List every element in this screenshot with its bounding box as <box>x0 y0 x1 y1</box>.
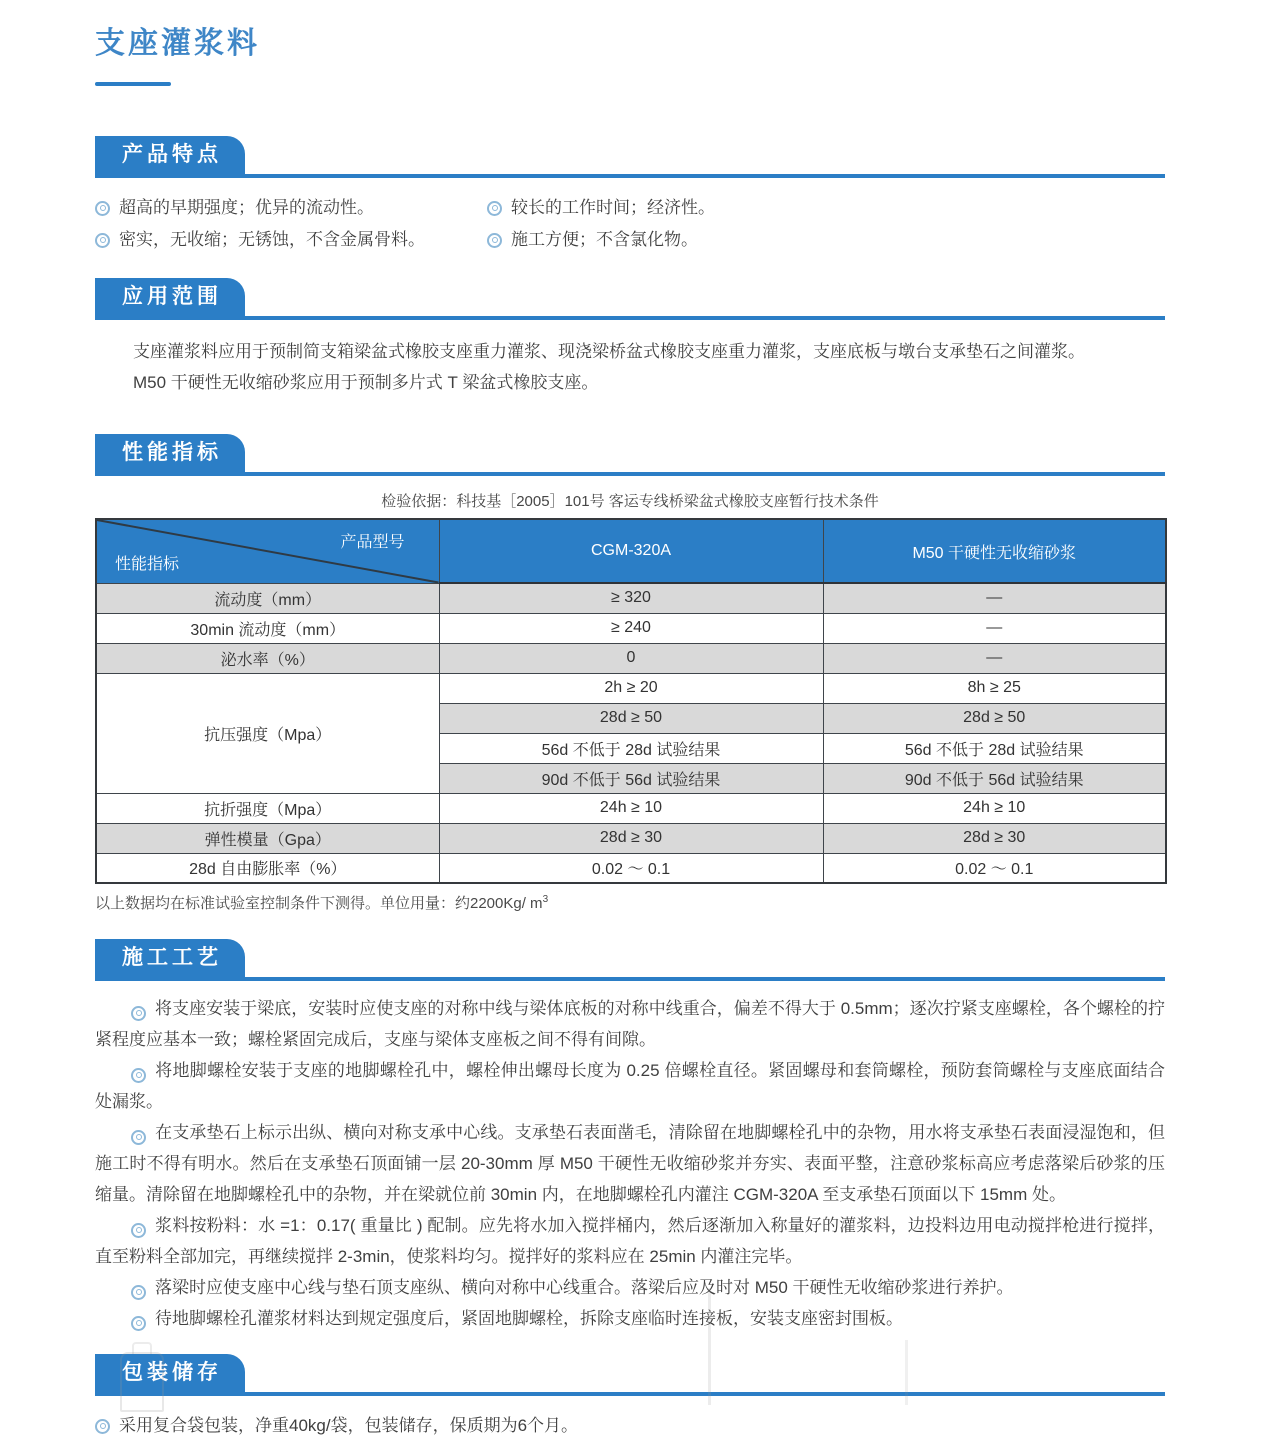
ring-bullet-icon <box>131 1006 146 1021</box>
diagonal-header-cell <box>96 519 439 583</box>
step-text: 在支承垫石上标示出纵、横向对称支承中心线。支承垫石表面凿毛，清除留在地脚螺栓孔中的杂物，用水将支承垫石表面浸湿饱和，但施工时不得有明水。然后在支承垫石顶面铺一层 20-30mm 厚 M50 干硬性无收缩砂浆并夯实、表面平整，注意砂浆标高应考虑落梁后砂浆的压缩量。清除留在地脚螺栓孔中的杂物，并在梁就位前 30min 内，在地脚螺栓孔内灌注 CGM-320A 至支承垫石顶面以下 15mm 处。 <box>95 1123 1165 1204</box>
step-text: 将地脚螺栓安装于支座的地脚螺栓孔中，螺栓伸出螺母长度为 0.25 倍螺栓直径。紧固螺母和套筒螺栓，预防套筒螺栓与支座底面结合处漏浆。 <box>95 1061 1165 1111</box>
construction-step <box>95 1055 1165 1117</box>
cell-m50: 0.02 ～ 0.1 <box>823 853 1166 883</box>
cell-m50: 56d 不低于 28d 试验结果 <box>823 733 1166 763</box>
ring-bullet-icon <box>131 1130 146 1145</box>
performance-table <box>95 518 1167 884</box>
footnote-text: 以上数据均在标准试验室控制条件下测得。单位用量：约2200Kg/ m <box>95 895 543 912</box>
feature-text: 密实，无收缩；无锈蚀，不含金属骨料。 <box>119 230 425 249</box>
cell-m50: — <box>823 613 1166 643</box>
ring-bullet-icon <box>131 1223 146 1238</box>
row-label: 泌水率（%） <box>96 643 439 673</box>
corner-label-performance-index: 性能指标 <box>115 555 180 573</box>
feature-text: 超高的早期强度；优异的流动性。 <box>119 198 374 217</box>
list-item <box>487 224 1165 256</box>
cell-cgm: 2h ≥ 20 <box>439 673 823 703</box>
table-row <box>96 823 1166 853</box>
cell-cgm: 28d ≥ 30 <box>439 823 823 853</box>
cell-cgm: 56d 不低于 28d 试验结果 <box>439 733 823 763</box>
section-head-construction <box>95 939 1165 981</box>
list-item <box>95 224 487 256</box>
construction-steps <box>95 993 1165 1334</box>
feature-text: 施工方便；不含氯化物。 <box>511 230 698 249</box>
ring-bullet-icon <box>131 1068 146 1083</box>
packaging-item <box>95 1410 1165 1442</box>
cell-cgm: ≥ 240 <box>439 613 823 643</box>
section-head-performance <box>95 434 1165 476</box>
section-tab-performance: 性能指标 <box>95 434 245 472</box>
row-label-compressive: 抗压强度（Mpa） <box>96 673 439 793</box>
cell-cgm: 0.02 ～ 0.1 <box>439 853 823 883</box>
section-tab-application: 应用范围 <box>95 278 245 316</box>
column-header-m50: M50 干硬性无收缩砂浆 <box>823 519 1166 583</box>
cell-m50: — <box>823 643 1166 673</box>
construction-step <box>95 993 1165 1055</box>
application-text <box>95 336 1165 398</box>
ring-bullet-icon <box>95 233 110 248</box>
table-row <box>96 853 1166 883</box>
table-header-row <box>96 519 1166 583</box>
ring-bullet-icon <box>95 201 110 216</box>
cell-m50: 90d 不低于 56d 试验结果 <box>823 763 1166 793</box>
cell-cgm: 24h ≥ 10 <box>439 793 823 823</box>
footnote-superscript: 3 <box>542 894 549 905</box>
section-head-features <box>95 136 1165 178</box>
title-underline <box>95 82 171 86</box>
application-line: 支座灌浆料应用于预制简支箱梁盆式橡胶支座重力灌浆、现浇梁桥盆式橡胶支座重力灌浆，支座底板与墩台支承垫石之间灌浆。 <box>133 342 1085 361</box>
table-row <box>96 643 1166 673</box>
row-label: 30min 流动度（mm） <box>96 613 439 643</box>
list-item <box>487 192 1165 224</box>
ring-bullet-icon <box>487 201 502 216</box>
table-row <box>96 613 1166 643</box>
section-tab-packaging: 包装储存 <box>95 1354 245 1392</box>
ring-bullet-icon <box>131 1285 146 1300</box>
step-text: 待地脚螺栓孔灌浆材料达到规定强度后，紧固地脚螺栓，拆除支座临时连接板，安装支座密封围板。 <box>155 1309 903 1328</box>
step-text: 将支座安装于梁底，安装时应使支座的对称中线与梁体底板的对称中线重合，偏差不得大于 0.5mm；逐次拧紧支座螺栓，各个螺栓的拧紧程度应基本一致；螺栓紧固完成后，支座与梁体支座板之间不得有间隙。 <box>95 999 1165 1049</box>
application-line: M50 干硬性无收缩砂浆应用于预制多片式 T 梁盆式橡胶支座。 <box>133 373 599 392</box>
page-title: 支座灌浆料 <box>95 27 260 60</box>
section-tab-features: 产品特点 <box>95 136 245 174</box>
corner-label-product-model: 产品型号 <box>340 534 405 551</box>
row-label: 抗折强度（Mpa） <box>96 793 439 823</box>
row-label: 流动度（mm） <box>96 583 439 613</box>
construction-step <box>95 1303 1165 1334</box>
cell-m50: 28d ≥ 30 <box>823 823 1166 853</box>
cell-cgm: 90d 不低于 56d 试验结果 <box>439 763 823 793</box>
table-row <box>96 583 1166 613</box>
ring-bullet-icon <box>131 1316 146 1331</box>
list-item <box>95 192 487 224</box>
section-head-packaging <box>95 1354 1165 1396</box>
cell-m50: 8h ≥ 25 <box>823 673 1166 703</box>
cell-cgm: ≥ 320 <box>439 583 823 613</box>
packaging-text: 采用复合袋包装，净重40kg/袋，包装储存，保质期为6个月。 <box>119 1416 579 1435</box>
table-row <box>96 673 1166 703</box>
section-head-application <box>95 278 1165 320</box>
row-label: 28d 自由膨胀率（%） <box>96 853 439 883</box>
cell-m50: 24h ≥ 10 <box>823 793 1166 823</box>
section-tab-construction: 施工工艺 <box>95 939 245 977</box>
test-basis-note: 检验依据：科技基［2005］101号 客运专线桥梁盆式橡胶支座暂行技术条件 <box>381 493 879 510</box>
cell-m50: 28d ≥ 50 <box>823 703 1166 733</box>
column-header-cgm: CGM-320A <box>439 519 823 583</box>
row-label: 弹性模量（Gpa） <box>96 823 439 853</box>
construction-step <box>95 1272 1165 1303</box>
cell-cgm: 0 <box>439 643 823 673</box>
features-list <box>95 192 1165 256</box>
table-footnote <box>95 892 1165 913</box>
ring-bullet-icon <box>487 233 502 248</box>
cell-m50: — <box>823 583 1166 613</box>
construction-step <box>95 1210 1165 1272</box>
ring-bullet-icon <box>95 1419 110 1434</box>
table-row <box>96 793 1166 823</box>
step-text: 落梁时应使支座中心线与垫石顶支座纵、横向对称中心线重合。落梁后应及时对 M50 干硬性无收缩砂浆进行养护。 <box>155 1278 1014 1297</box>
construction-step <box>95 1117 1165 1210</box>
step-text: 浆料按粉料：水 =1：0.17( 重量比 ) 配制。应先将水加入搅拌桶内，然后逐渐加入称量好的灌浆料，边投料边用电动搅拌枪进行搅拌，直至粉料全部加完，再继续搅拌 2-3min，使浆料均匀。搅拌好的浆料应在 25min 内灌注完毕。 <box>95 1216 1165 1266</box>
feature-text: 较长的工作时间；经济性。 <box>511 198 715 217</box>
cell-cgm: 28d ≥ 50 <box>439 703 823 733</box>
